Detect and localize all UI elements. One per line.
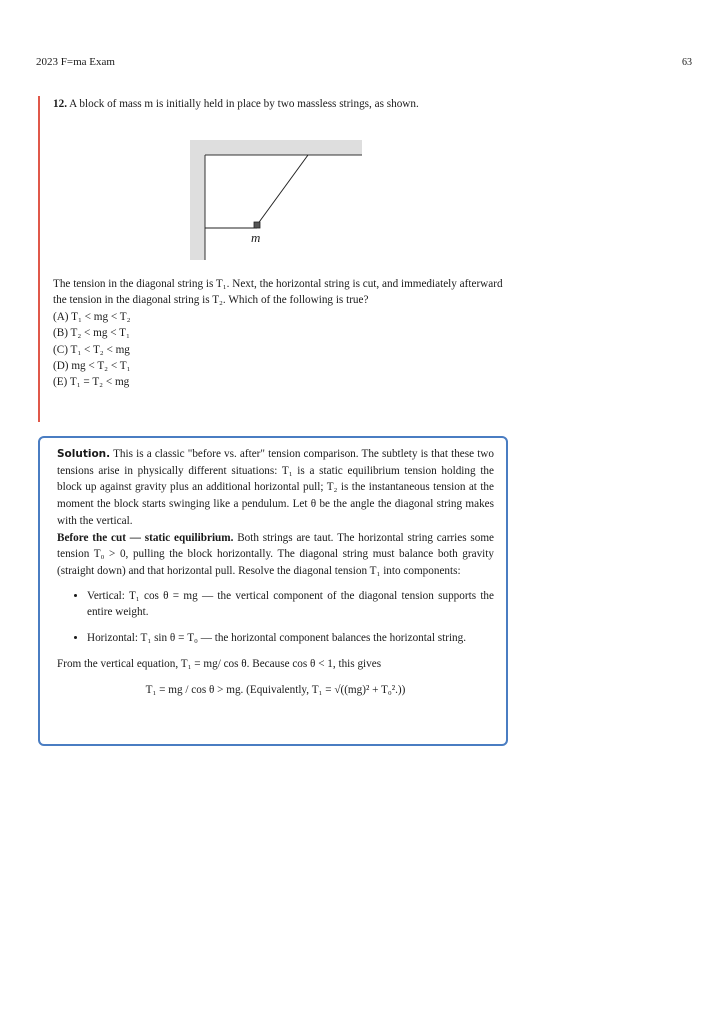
before-cut-paragraph	[57, 530, 494, 580]
page-header	[36, 56, 692, 68]
solution-conclusion: From the vertical equation, T₁ = mg/ cos θ. Because cos θ < 1, this gives	[57, 657, 382, 670]
string-block-figure	[190, 140, 362, 260]
exam-title: 2023 F=ma Exam	[36, 56, 115, 68]
ceiling-wall	[190, 140, 362, 155]
tension-equation: T₁ = mg / cos θ > mg. (Equivalently, T₁ = √((mg)² + T₀².))	[145, 684, 406, 697]
component-list	[57, 588, 494, 647]
horizontal-component-item: • Horizontal: T₁ sin θ = T₀ — the horizontal component balances the horizontal string.	[87, 630, 494, 647]
solution-label: Solution.	[57, 448, 111, 460]
page-number: 63	[682, 57, 692, 68]
question-number: 12.	[53, 98, 67, 110]
answer-choices	[53, 309, 503, 391]
choice-a: (A) T₁ < mg < T₂	[53, 310, 131, 323]
diagonal-string	[257, 155, 308, 225]
solution-box	[38, 436, 508, 746]
before-cut-text: Both strings are taut. The horizontal string carries some tension T₀ > 0, pulling the block horizontally. The diagonal string must balance both gravity (straight down) and that horizontal pull. Resolve the diagonal tension T₁ into components:	[57, 531, 494, 577]
choice-e: (E) T₁ = T₂ < mg	[53, 376, 130, 389]
choice-b: (B) T₂ < mg < T₁	[53, 327, 130, 340]
question-block	[38, 96, 510, 422]
solution-intro: This is a classic "before vs. after" tension comparison. The subtlety is that these two tensions arise in physically different situations: T₁ is a static equilibrium tension holding the block up against gravity plus an additional horizontal pull; T₂ is the instantaneous tension at the moment the block starts swinging like a pendulum. Let θ be the angle the diagonal string makes with the vertical.	[57, 448, 494, 527]
solution-intro-paragraph	[57, 446, 494, 530]
before-cut-heading: Before the cut — static equilibrium.	[57, 531, 234, 544]
block-mass	[254, 222, 260, 228]
mass-label: m	[251, 230, 261, 245]
choice-c: (C) T₁ < T₂ < mg	[53, 343, 130, 356]
question-followup: The tension in the diagonal string is T₁. Next, the horizontal string is cut, and immediately afterward the tension in the diagonal string is T₂. Which of the following is true?	[53, 278, 503, 307]
question-prompt: A block of mass m is initially held in place by two massless strings, as shown.	[69, 98, 419, 110]
choice-d: (D) mg < T₂ < T₁	[53, 360, 131, 373]
vertical-component-item: • Vertical: T₁ cos θ = mg — the vertical component of the diagonal tension supports the entire weight.	[87, 588, 494, 621]
side-wall	[190, 140, 205, 260]
